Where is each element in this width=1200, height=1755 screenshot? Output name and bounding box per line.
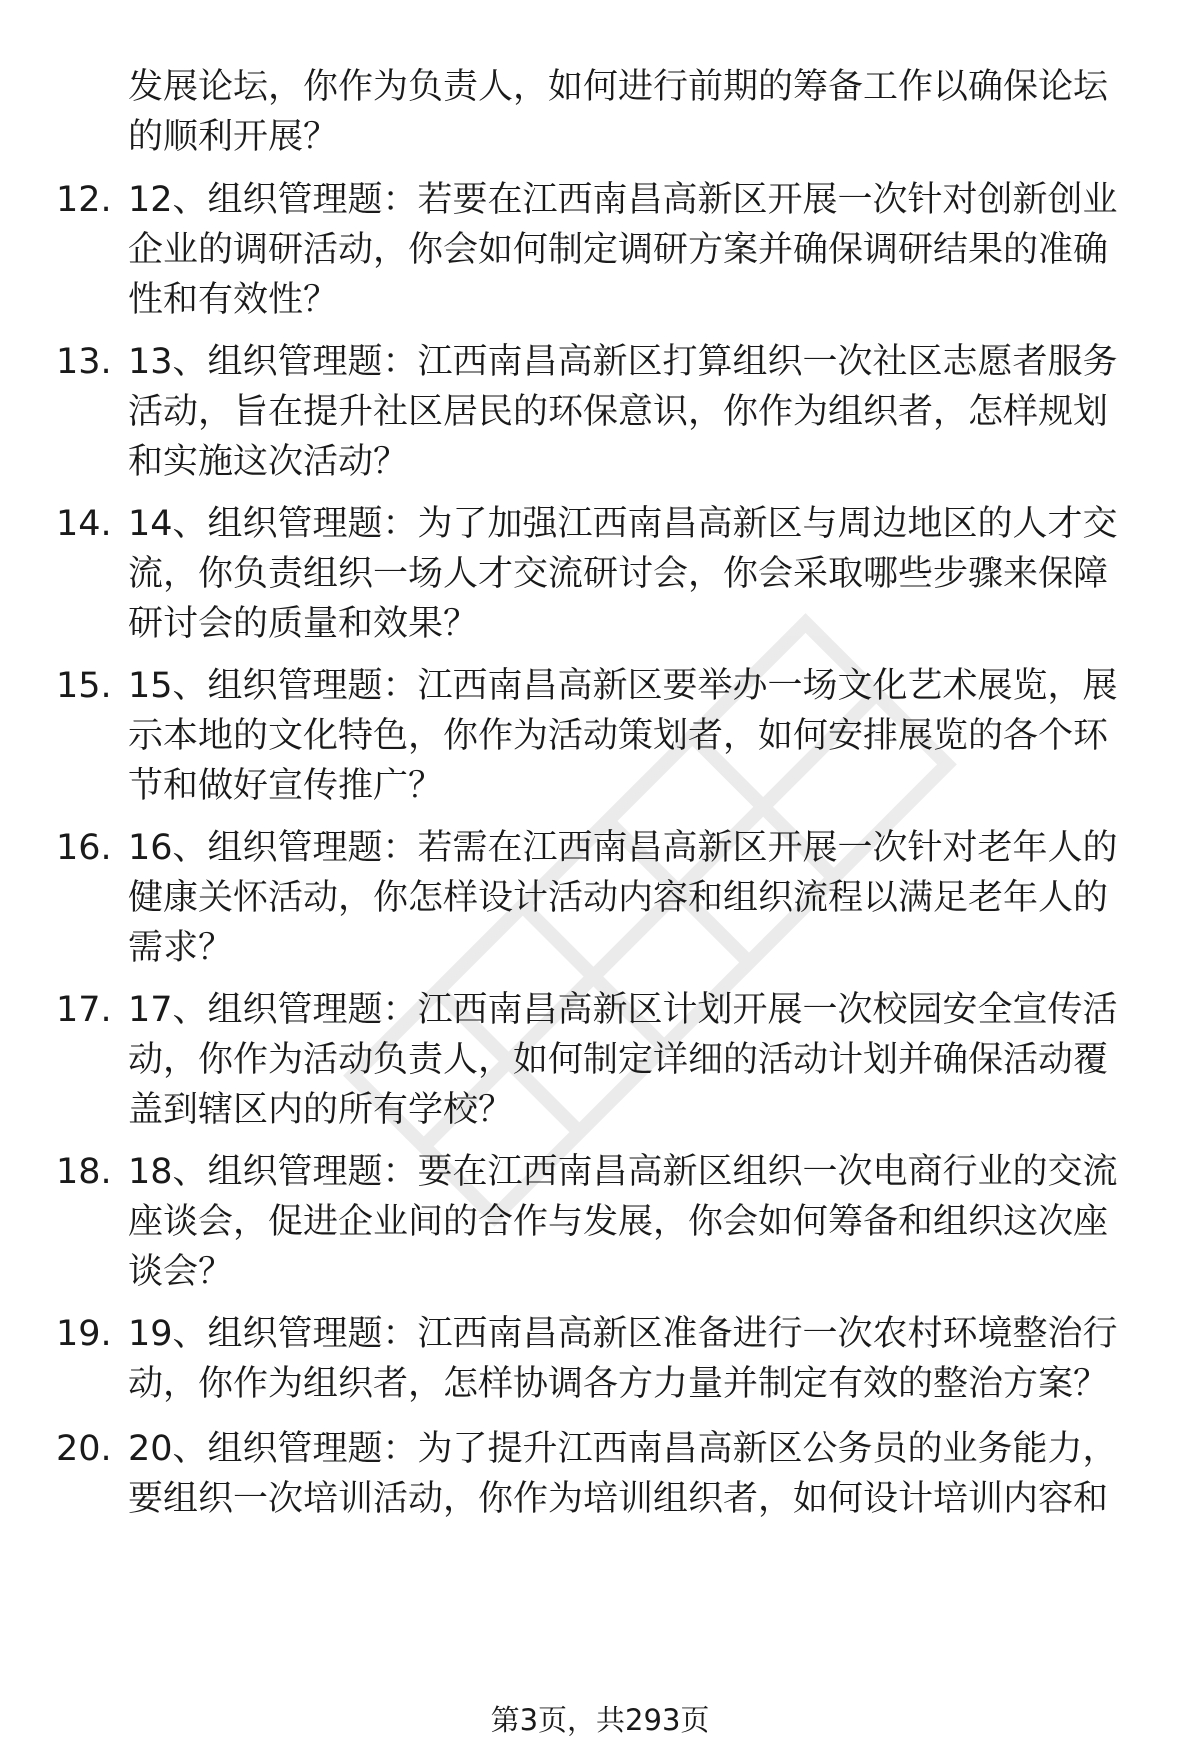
question-text: 16、组织管理题：若需在江西南昌高新区开展一次针对老年人的健康关怀活动，你怎样设计活动内容和组织流程以满足老年人的需求？ [128,828,1118,968]
question-number: 14. [56,504,112,544]
question-number: 12. [56,180,112,220]
question-number: 16. [56,828,112,868]
question-number: 13. [56,342,112,382]
page-footer: 第3页，共293页 [490,1703,710,1737]
question-text: 13、组织管理题：江西南昌高新区打算组织一次社区志愿者服务活动，旨在提升社区居民的环保意识，你作为组织者，怎样规划和实施这次活动？ [128,342,1118,482]
question-text: 18、组织管理题：要在江西南昌高新区组织一次电商行业的交流座谈会，促进企业间的合作与发展，你会如何筹备和组织这次座谈会？ [128,1152,1118,1292]
question-number: 20. [56,1429,112,1469]
question-text: 14、组织管理题：为了加强江西南昌高新区与周边地区的人才交流，你负责组织一场人才交流研讨会，你会采取哪些步骤来保障研讨会的质量和效果？ [128,504,1118,644]
question-text: 12、组织管理题：若要在江西南昌高新区开展一次针对创新创业企业的调研活动，你会如何制定调研方案并确保调研结果的准确性和有效性？ [128,180,1118,320]
question-text: 20、组织管理题：为了提升江西南昌高新区公务员的业务能力，要组织一次培训活动，你作为培训组织者，如何设计培训内容和 [128,1429,1118,1519]
question-number: 15. [56,666,112,706]
continuation-text: 发展论坛，你作为负责人，如何进行前期的筹备工作以确保论坛的顺利开展？ [128,67,1109,157]
question-text: 19、组织管理题：江西南昌高新区准备进行一次农村环境整治行动，你作为组织者，怎样协调各方力量并制定有效的整治方案？ [128,1314,1118,1404]
question-text: 15、组织管理题：江西南昌高新区要举办一场文化艺术展览，展示本地的文化特色，你作为活动策划者，如何安排展览的各个环节和做好宣传推广？ [128,666,1118,806]
question-number: 19. [56,1314,112,1354]
question-number: 18. [56,1152,112,1192]
question-number: 17. [56,990,112,1030]
question-text: 17、组织管理题：江西南昌高新区计划开展一次校园安全宣传活动，你作为活动负责人，如何制定详细的活动计划并确保活动覆盖到辖区内的所有学校？ [128,990,1118,1130]
